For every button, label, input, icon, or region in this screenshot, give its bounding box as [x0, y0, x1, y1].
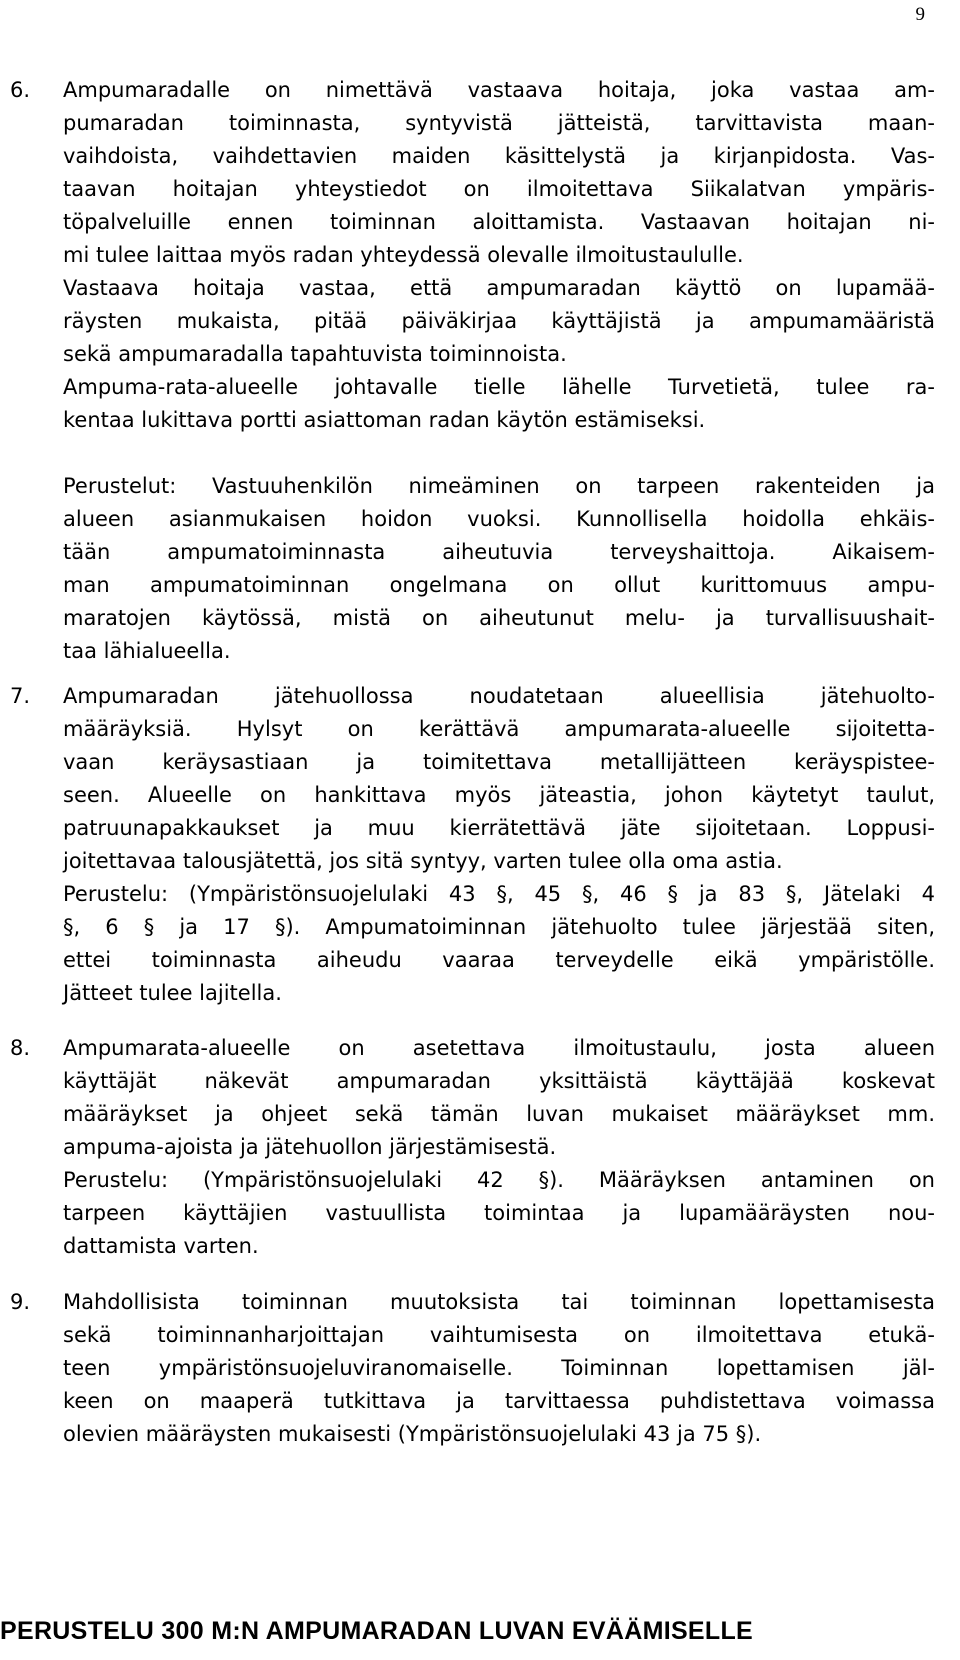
item-text	[63, 1032, 935, 1263]
text-line: ampuma-ajoista ja jätehuollon järjestämisestä.	[63, 1135, 557, 1159]
text-line: taa lähialueella.	[63, 639, 231, 663]
text-line: määräyksiä. Hylsyt on kerättävä ampumarata-alueelle sijoitetta-	[63, 717, 935, 741]
text-line: räysten mukaista, pitää päiväkirjaa käyttäjistä ja ampumamääristä	[63, 309, 935, 333]
text-line: maratojen käytössä, mistä on aiheutunut melu- ja turvallisuushait-	[63, 606, 935, 630]
item-number: 9.	[10, 1290, 31, 1314]
text-line: olevien määräysten mukaisesti (Ympäristönsuojelulaki 43 ja 75 §).	[63, 1422, 762, 1446]
text-line: Vastaava hoitaja vastaa, että ampumaradan käyttö on lupamää-	[63, 276, 935, 300]
text-line: man ampumatoiminnan ongelmana on ollut kurittomuus ampu-	[63, 573, 935, 597]
text-line: sekä toiminnanharjoittajan vaihtumisesta on ilmoitettava etukä-	[63, 1323, 935, 1347]
text-line: keen on maaperä tutkittava ja tarvittaessa puhdistettava voimassa	[63, 1389, 935, 1413]
text-line: Ampumaradan jätehuollossa noudatetaan alueellisia jätehuolto-	[63, 684, 935, 708]
item-number: 6.	[10, 78, 31, 102]
text-line: tarpeen käyttäjien vastuullista toimintaa ja lupamääräysten nou-	[63, 1201, 935, 1225]
text-line: Perustelu: (Ympäristönsuojelulaki 42 §). Määräyksen antaminen on	[63, 1168, 935, 1192]
item-number: 7.	[10, 684, 31, 708]
text-line: Ampumarata-alueelle on asetettava ilmoitustaulu, josta alueen	[63, 1036, 935, 1060]
text-line: seen. Alueelle on hankittava myös jäteastia, johon käytetyt taulut,	[63, 783, 935, 807]
paragraph-gap	[63, 437, 935, 470]
text-line: Perustelu: (Ympäristönsuojelulaki 43 §, 45 §, 46 § ja 83 §, Jätelaki 4	[63, 882, 935, 906]
text-line: mi tulee laittaa myös radan yhteydessä olevalle ilmoitustaululle.	[63, 243, 744, 267]
text-line: käyttäjät näkevät ampumaradan yksittäistä käyttäjää koskevat	[63, 1069, 935, 1093]
text-line: teen ympäristönsuojeluviranomaiselle. Toiminnan lopettamisen jäl-	[63, 1356, 935, 1380]
text-line: töpalveluille ennen toiminnan aloittamista. Vastaavan hoitajan ni-	[63, 210, 935, 234]
text-line: pumaradan toiminnasta, syntyvistä jätteistä, tarvittavista maan-	[63, 111, 935, 135]
page-number: 9	[915, 4, 925, 25]
text-line: joitettavaa talousjätettä, jos sitä syntyy, varten tulee olla oma astia.	[63, 849, 783, 873]
text-line: vaan keräysastiaan ja toimitettava metallijätteen keräyspistee-	[63, 750, 935, 774]
text-line: patruunapakkaukset ja muu kierrätettävä jäte sijoitetaan. Loppusi-	[63, 816, 935, 840]
text-line: dattamista varten.	[63, 1234, 259, 1258]
item-number: 8.	[10, 1036, 31, 1060]
text-line: sekä ampumaradalla tapahtuvista toiminnoista.	[63, 342, 567, 366]
text-line: alueen asianmukaisen hoidon vuoksi. Kunnollisella hoidolla ehkäis-	[63, 507, 935, 531]
item-text	[63, 74, 935, 668]
text-line: Perustelut: Vastuuhenkilön nimeäminen on tarpeen rakenteiden ja	[63, 474, 935, 498]
item-text	[63, 680, 935, 1010]
item-text	[63, 1286, 935, 1451]
text-line: kentaa lukittava portti asiattoman radan käytön estämiseksi.	[63, 408, 706, 432]
text-line: ettei toiminnasta aiheudu vaaraa terveydelle eikä ympäristölle.	[63, 948, 935, 972]
text-line: määräykset ja ohjeet sekä tämän luvan mukaiset määräykset mm.	[63, 1102, 935, 1126]
text-line: vaihdoista, vaihdettavien maiden käsittelystä ja kirjanpidosta. Vas-	[63, 144, 935, 168]
text-line: Jätteet tulee lajitella.	[63, 981, 282, 1005]
text-line: tään ampumatoiminnasta aiheutuvia terveyshaittoja. Aikaisem-	[63, 540, 935, 564]
text-line: Ampuma-rata-alueelle johtavalle tielle lähelle Turvetietä, tulee ra-	[63, 375, 935, 399]
text-line: §, 6 § ja 17 §). Ampumatoiminnan jätehuolto tulee järjestää siten,	[63, 915, 935, 939]
text-line: Mahdollisista toiminnan muutoksista tai toiminnan lopettamisesta	[63, 1290, 935, 1314]
text-line: Ampumaradalle on nimettävä vastaava hoitaja, joka vastaa am-	[63, 78, 935, 102]
section-heading: PERUSTELU 300 M:N AMPUMARADAN LUVAN EVÄÄMISELLE	[0, 1617, 754, 1645]
text-line: taavan hoitajan yhteystiedot on ilmoitettava Siikalatvan ympäris-	[63, 177, 935, 201]
